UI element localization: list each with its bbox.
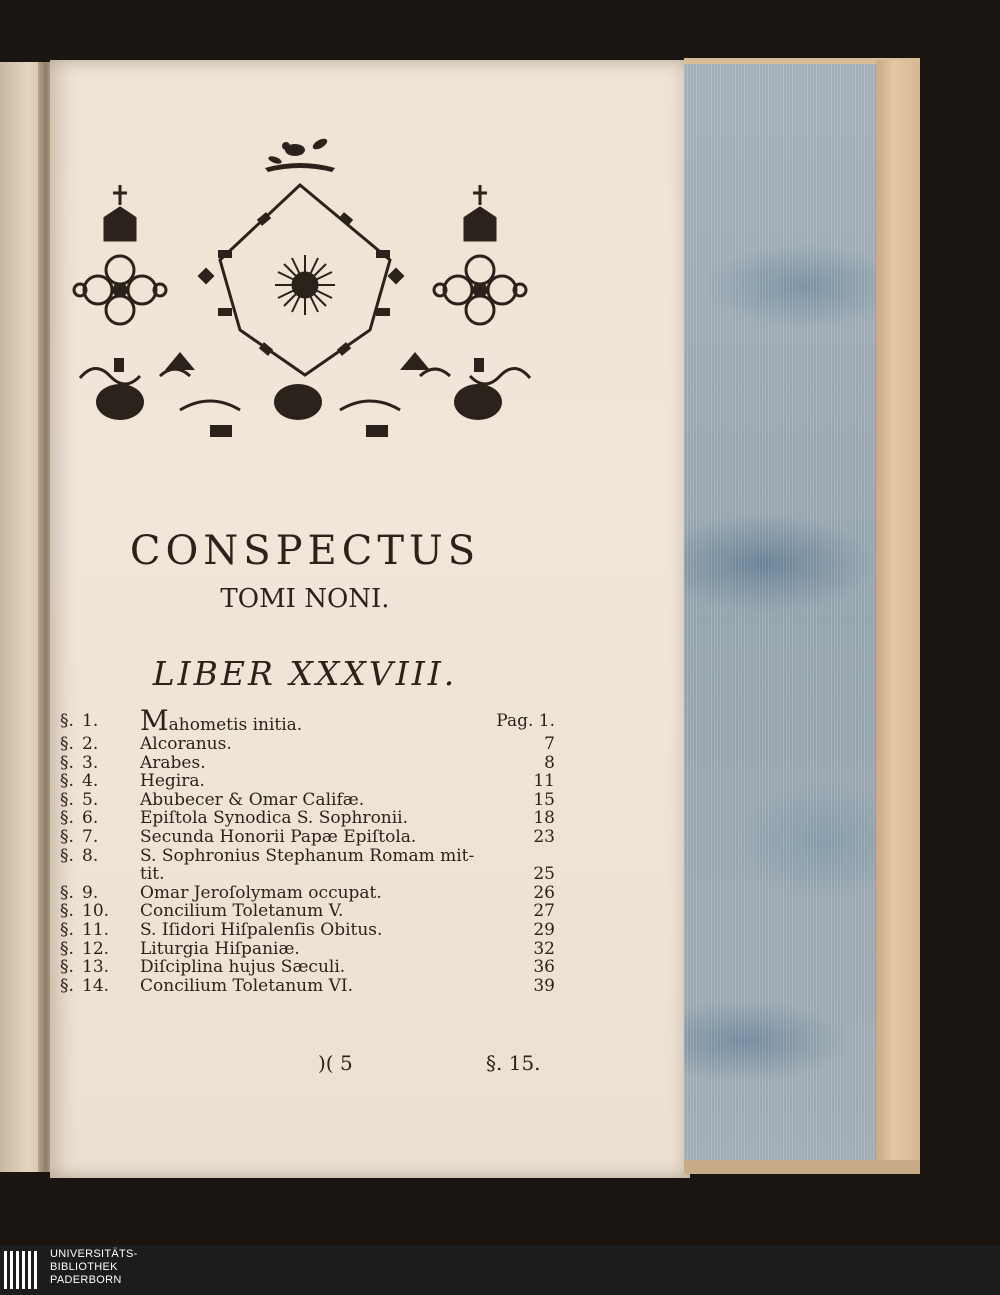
toc-page-number: 32 bbox=[533, 938, 555, 959]
toc-entry-text: Liturgia Hiſpaniæ. bbox=[140, 938, 300, 959]
toc-page-number: 29 bbox=[533, 919, 555, 940]
printer-ornament bbox=[70, 130, 550, 450]
toc-entry-text: tit. bbox=[140, 864, 165, 885]
toc-row bbox=[60, 735, 555, 754]
toc-entry-text: Epiſtola Synodica S. Sophronii. bbox=[140, 808, 409, 829]
toc-entry-text: Omar Jeroſolymam occupat. bbox=[140, 882, 382, 903]
toc-number: 6. bbox=[82, 808, 99, 829]
catchword: §. 15. bbox=[486, 1051, 541, 1075]
signature-mark: )( 5 bbox=[318, 1051, 353, 1075]
toc-row bbox=[60, 865, 555, 884]
toc-row bbox=[60, 704, 555, 737]
toc-entry-rest: ahometis initia. bbox=[168, 715, 303, 735]
toc-page-number: 18 bbox=[533, 808, 555, 829]
toc-row bbox=[60, 977, 555, 996]
toc-page-number: Pag. 1. bbox=[496, 711, 555, 731]
toc-row bbox=[60, 754, 555, 773]
toc-entry-text: Arabes. bbox=[140, 752, 206, 773]
toc-section-mark: §. bbox=[60, 938, 74, 959]
toc-entry-text: Alcoranus. bbox=[140, 734, 232, 754]
toc-entry-text: Diſciplina hujus Sæculi. bbox=[140, 957, 346, 978]
library-logo-text bbox=[50, 1248, 138, 1287]
toc-entry-text: Secunda Honorii Papæ Epiſtola. bbox=[140, 826, 417, 847]
toc-number: 12. bbox=[82, 938, 110, 959]
toc-section-mark: §. bbox=[60, 789, 74, 810]
toc-page-number: 8 bbox=[544, 752, 555, 773]
toc-entry-text: Hegira. bbox=[140, 771, 205, 792]
toc-section-mark: §. bbox=[60, 771, 74, 792]
toc-page-number: 36 bbox=[533, 957, 555, 978]
toc-row bbox=[60, 847, 555, 866]
library-logo-icon bbox=[4, 1251, 40, 1289]
toc-number: 9. bbox=[82, 882, 99, 903]
toc-row bbox=[60, 921, 555, 940]
toc-row bbox=[60, 809, 555, 828]
page-subtitle: TOMI NONI. bbox=[220, 584, 390, 614]
toc-number: 1. bbox=[82, 711, 99, 731]
marbled-page-edge bbox=[684, 64, 884, 1174]
toc-page-number: 23 bbox=[533, 826, 555, 847]
toc-section-mark: §. bbox=[60, 711, 74, 731]
logo-line-2: BIBLIOTHEK bbox=[50, 1261, 118, 1273]
table-of-contents bbox=[60, 704, 555, 996]
toc-number: 10. bbox=[82, 901, 110, 922]
toc-page-number: 15 bbox=[533, 789, 555, 810]
toc-section-mark: §. bbox=[60, 975, 74, 996]
toc-row bbox=[60, 772, 555, 791]
toc-section-mark: §. bbox=[60, 919, 74, 940]
toc-section-mark: §. bbox=[60, 808, 74, 829]
book-cover bbox=[876, 60, 920, 1172]
toc-number: 2. bbox=[82, 734, 99, 754]
toc-section-mark: §. bbox=[60, 882, 74, 903]
toc-number: 8. bbox=[82, 845, 99, 866]
toc-section-mark: §. bbox=[60, 957, 74, 978]
book-section-heading: LIBER XXXVIII. bbox=[152, 654, 458, 693]
cover-bottom bbox=[684, 1160, 920, 1174]
toc-number: 4. bbox=[82, 771, 99, 792]
toc-row bbox=[60, 884, 555, 903]
toc-page-number: 26 bbox=[533, 882, 555, 903]
toc-entry-text: S. Sophronius Stephanum Romam mit- bbox=[140, 845, 475, 866]
toc-page-number: 27 bbox=[533, 901, 555, 922]
toc-row bbox=[60, 902, 555, 921]
toc-section-mark: §. bbox=[60, 845, 74, 866]
toc-page-number: 11 bbox=[533, 771, 555, 792]
drop-initial: M bbox=[140, 704, 169, 737]
toc-row bbox=[60, 958, 555, 977]
toc-entry-text: S. Iſidori Hiſpalenſis Obitus. bbox=[140, 919, 383, 940]
library-footer-bar bbox=[0, 1245, 1000, 1295]
toc-row bbox=[60, 828, 555, 847]
toc-number: 7. bbox=[82, 826, 99, 847]
toc-entry-text: Abubecer & Omar Califæ. bbox=[140, 789, 365, 810]
toc-number: 3. bbox=[82, 752, 99, 773]
toc-entry-text: Concilium Toletanum V. bbox=[140, 901, 344, 922]
toc-page-number: 7 bbox=[544, 734, 555, 754]
toc-row bbox=[60, 940, 555, 959]
toc-number: 13. bbox=[82, 957, 110, 978]
toc-row bbox=[60, 791, 555, 810]
toc-page-number: 25 bbox=[533, 864, 555, 885]
toc-number: 5. bbox=[82, 789, 99, 810]
toc-section-mark: §. bbox=[60, 734, 74, 754]
toc-number: 14. bbox=[82, 975, 110, 996]
toc-section-mark: §. bbox=[60, 901, 74, 922]
toc-section-mark: §. bbox=[60, 826, 74, 847]
logo-line-3: PADERBORN bbox=[50, 1274, 122, 1286]
toc-entry-text: Concilium Toletanum VI. bbox=[140, 975, 354, 996]
logo-line-1: UNIVERSITÄTS- bbox=[50, 1248, 138, 1260]
toc-section-mark: §. bbox=[60, 752, 74, 773]
page-title: CONSPECTUS bbox=[129, 528, 481, 574]
toc-page-number: 39 bbox=[533, 975, 555, 996]
toc-number: 11. bbox=[82, 919, 110, 940]
